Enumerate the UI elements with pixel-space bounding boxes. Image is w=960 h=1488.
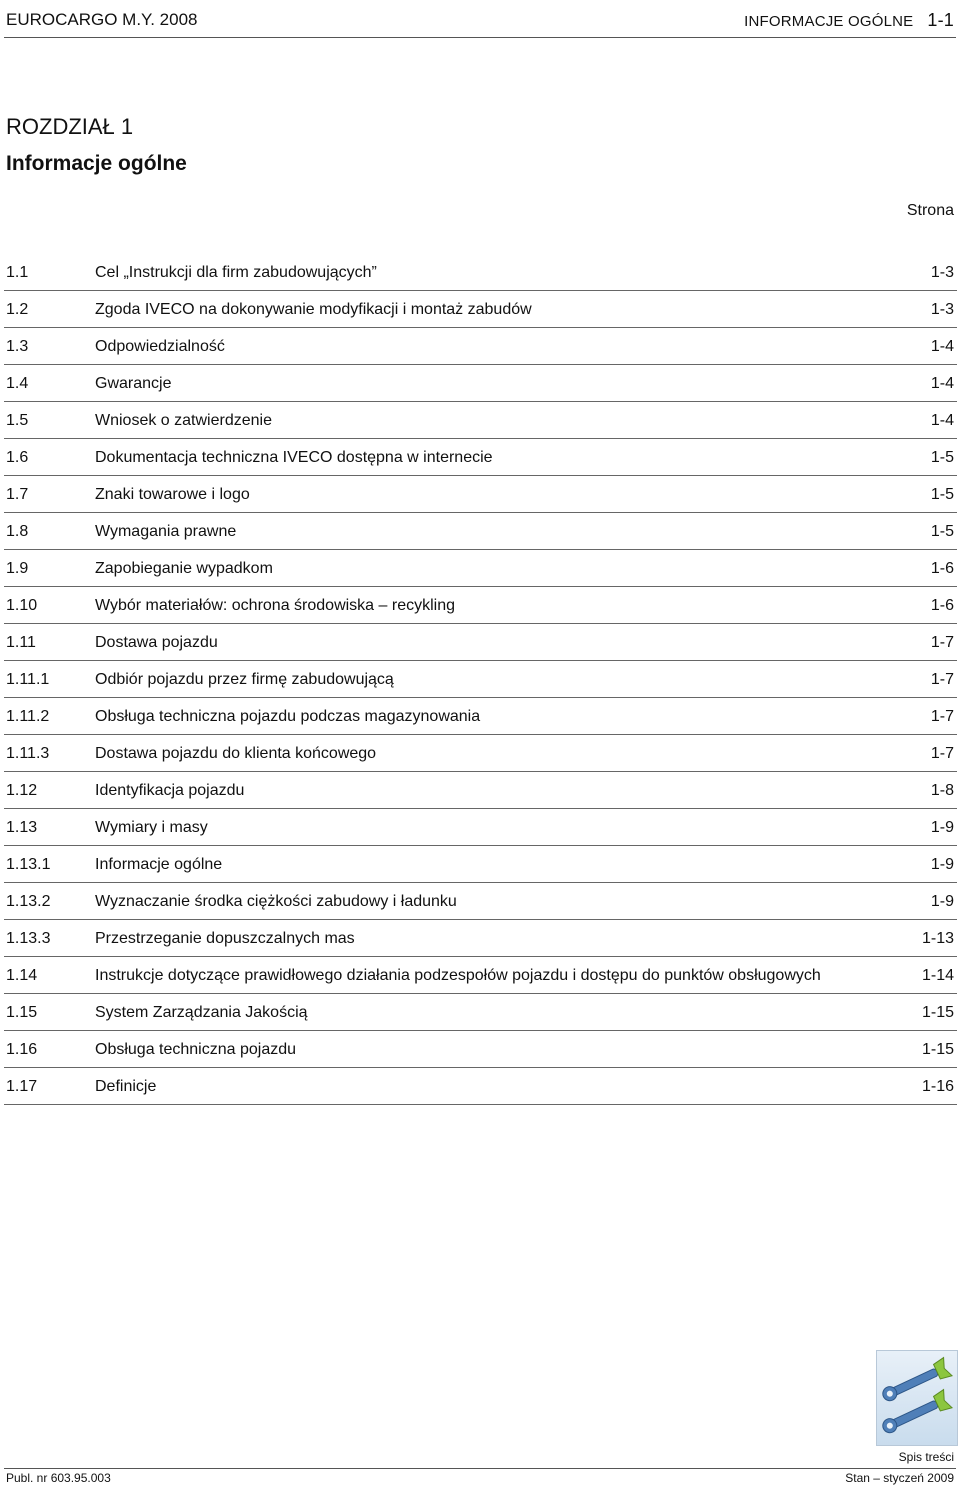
- toc-title[interactable]: Znaki towarowe i logo: [95, 486, 250, 503]
- toc-row[interactable]: [4, 439, 957, 476]
- toc-page: 1-9: [930, 893, 954, 910]
- header-section: [744, 10, 954, 31]
- toc-number: 1.16: [6, 1041, 38, 1058]
- toc-title[interactable]: Obsługa techniczna pojazdu: [95, 1041, 297, 1058]
- page-footer: [4, 1468, 956, 1487]
- toc-title[interactable]: Wymiary i masy: [95, 819, 208, 836]
- toc-row[interactable]: [4, 809, 957, 846]
- toc-page: 1-3: [930, 301, 954, 318]
- wrench-icon: [877, 1351, 957, 1445]
- toc-page: 1-9: [930, 856, 954, 873]
- toc-title[interactable]: Dostawa pojazdu do klienta końcowego: [95, 745, 377, 762]
- toc-number: 1.13.2: [6, 893, 51, 910]
- toc-page: 1-15: [921, 1004, 954, 1021]
- chapter-label: ROZDZIAŁ 1: [6, 114, 134, 139]
- toc-row[interactable]: [4, 735, 957, 772]
- toc-title[interactable]: Wymagania prawne: [95, 523, 237, 540]
- toc-title[interactable]: Wniosek o zatwierdzenie: [95, 412, 272, 429]
- toc-row[interactable]: [4, 291, 957, 328]
- toc-row[interactable]: [4, 365, 957, 402]
- toc-page: 1-8: [930, 782, 954, 799]
- toc-page: 1-7: [930, 671, 954, 688]
- toc-page: 1-5: [930, 486, 954, 503]
- toc-title[interactable]: Przestrzeganie dopuszczalnych mas: [95, 930, 355, 947]
- page-header: [4, 4, 956, 38]
- toc-row[interactable]: [4, 698, 957, 735]
- toc-page: 1-7: [930, 634, 954, 651]
- document-title: EUROCARGO M.Y. 2008: [6, 10, 198, 29]
- toc-number: 1.5: [6, 412, 29, 429]
- toc-row[interactable]: [4, 624, 957, 661]
- toc-page: 1-14: [921, 967, 954, 984]
- edition-date: Stan – styczeń 2009: [845, 1471, 954, 1485]
- toc-page: 1-6: [930, 597, 954, 614]
- header-page-number: 1-1: [927, 10, 954, 30]
- toc-page: 1-6: [930, 560, 954, 577]
- toc-link-button[interactable]: [876, 1350, 958, 1446]
- toc-page: 1-4: [930, 412, 954, 429]
- toc-number: 1.11: [6, 634, 36, 651]
- toc-number: 1.13.1: [6, 856, 51, 873]
- toc-link-label[interactable]: Spis treści: [898, 1450, 954, 1464]
- toc-row[interactable]: [4, 402, 957, 439]
- toc-title[interactable]: Informacje ogólne: [95, 856, 223, 873]
- toc-number: 1.8: [6, 523, 29, 540]
- toc-number: 1.11.1: [6, 671, 50, 688]
- toc-number: 1.15: [6, 1004, 38, 1021]
- toc-row[interactable]: [4, 550, 957, 587]
- toc-page: 1-5: [930, 449, 954, 466]
- toc-number: 1.11.3: [6, 745, 50, 762]
- toc-row[interactable]: [4, 994, 957, 1031]
- chapter-title: Informacje ogólne: [6, 152, 187, 175]
- toc-number: 1.1: [6, 264, 29, 281]
- toc-page: 1-5: [930, 523, 954, 540]
- toc-row[interactable]: [4, 1031, 957, 1068]
- section-name: INFORMACJE OGÓLNE: [744, 13, 914, 30]
- toc-row[interactable]: [4, 328, 957, 365]
- toc-row[interactable]: [4, 661, 957, 698]
- toc-row[interactable]: [4, 1068, 957, 1105]
- toc-number: 1.6: [6, 449, 29, 466]
- toc-number: 1.10: [6, 597, 38, 614]
- toc-number: 1.11.2: [6, 708, 50, 725]
- toc-title[interactable]: Instrukcje dotyczące prawidłowego działania podzespołów pojazdu i dostępu do punktów obsługowych: [95, 967, 821, 984]
- toc-number: 1.9: [6, 560, 29, 577]
- toc-title[interactable]: Dostawa pojazdu: [95, 634, 218, 651]
- toc-number: 1.13: [6, 819, 38, 836]
- toc-number: 1.2: [6, 301, 29, 318]
- toc-title[interactable]: Obsługa techniczna pojazdu podczas magazynowania: [95, 708, 481, 725]
- toc-page: 1-15: [921, 1041, 954, 1058]
- toc-page: 1-13: [921, 930, 954, 947]
- toc-number: 1.12: [6, 782, 38, 799]
- toc-number: 1.3: [6, 338, 29, 355]
- toc-page: 1-4: [930, 375, 954, 392]
- toc-page: 1-4: [930, 338, 954, 355]
- toc-title[interactable]: Identyfikacja pojazdu: [95, 782, 245, 799]
- toc-title[interactable]: Wyznaczanie środka ciężkości zabudowy i ładunku: [95, 893, 457, 910]
- toc-title[interactable]: System Zarządzania Jakością: [95, 1004, 308, 1021]
- toc-title[interactable]: Definicje: [95, 1078, 157, 1095]
- toc-title[interactable]: Dokumentacja techniczna IVECO dostępna w internecie: [95, 449, 493, 466]
- toc-title[interactable]: Odpowiedzialność: [95, 338, 225, 355]
- publication-number: Publ. nr 603.95.003: [6, 1471, 111, 1485]
- toc-page: 1-3: [930, 264, 954, 281]
- toc-title[interactable]: Zapobieganie wypadkom: [95, 560, 273, 577]
- toc-title[interactable]: Cel „Instrukcji dla firm zabudowujących”: [95, 264, 377, 281]
- toc-page: 1-9: [930, 819, 954, 836]
- toc-row[interactable]: [4, 957, 957, 994]
- toc-row[interactable]: [4, 920, 957, 957]
- toc-page: 1-7: [930, 745, 954, 762]
- toc-page: 1-16: [921, 1078, 954, 1095]
- toc-title[interactable]: Odbiór pojazdu przez firmę zabudowującą: [95, 671, 394, 688]
- toc-row[interactable]: [4, 513, 957, 550]
- toc-number: 1.14: [6, 967, 38, 984]
- toc-row[interactable]: [4, 883, 957, 920]
- toc-number: 1.7: [6, 486, 29, 503]
- page-column-header: Strona: [906, 202, 954, 219]
- toc-number: 1.17: [6, 1078, 38, 1095]
- toc-page: 1-7: [930, 708, 954, 725]
- toc-title[interactable]: Wybór materiałów: ochrona środowiska – recykling: [95, 597, 455, 614]
- toc-row[interactable]: [4, 772, 957, 809]
- toc-title[interactable]: Zgoda IVECO na dokonywanie modyfikacji i montaż zabudów: [95, 301, 532, 318]
- toc-title[interactable]: Gwarancje: [95, 375, 172, 392]
- toc-number: 1.13.3: [6, 930, 51, 947]
- toc-row[interactable]: [4, 476, 957, 513]
- toc-row[interactable]: [4, 254, 957, 291]
- toc-row[interactable]: [4, 587, 957, 624]
- toc-row[interactable]: [4, 846, 957, 883]
- toc-number: 1.4: [6, 375, 29, 392]
- table-of-contents: [4, 254, 957, 1105]
